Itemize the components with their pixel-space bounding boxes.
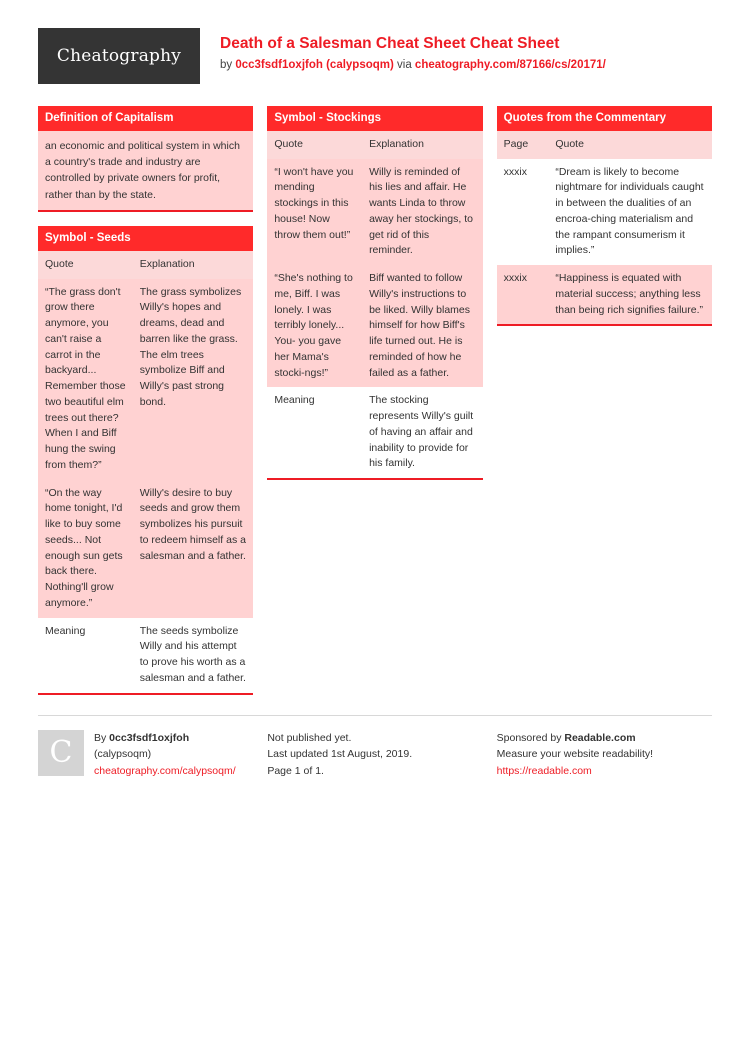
avatar: C [38,730,84,776]
author-info [94,730,236,780]
column-2 [267,106,482,494]
sponsor-tagline: Measure your website readability! [496,748,654,761]
source-url-link[interactable]: cheatography.com/87166/cs/20171/ [414,59,606,72]
column-header-page: Page [497,131,549,159]
sponsor-name: Readable.com [564,731,636,744]
card-definition-of-capitalism [38,106,253,212]
card-symbol-stockings [267,106,482,480]
page-title: Death of a Salesman Cheat Sheet Cheat Sheet [220,35,560,52]
column-header-explanation: Explanation [133,251,254,279]
column-header-quote: Quote [267,131,362,159]
cell-quote: “She's nothing to me, Biff. I was lonely. I was terribly lonely... You- you gave her Mama's stocki-ngs!” [267,265,362,387]
page-count: Page 1 of 1. [267,765,324,778]
author-line [94,730,236,747]
content-columns [38,106,712,709]
card-title: Definition of Capitalism [38,106,253,131]
table-header-row [267,131,482,159]
table-row [38,480,253,618]
table-row [267,159,482,266]
cheatography-logo: Cheatography [38,28,200,84]
table-row [497,159,712,266]
cell-page: xxxix [497,159,549,266]
cell-explanation: The stocking represents Willy's guilt of having an affair and inability to provide for his family. [362,387,483,479]
seeds-table [38,251,253,695]
table-row [267,265,482,387]
footer-sponsor-block [497,730,712,780]
footer-by-label: By [94,731,110,744]
cell-quote: “Dream is likely to become nightmare for individuals caught in between the dualities of an encroa-ching materialism and the rampant consumerism it implies.” [548,159,712,266]
cell-explanation: Willy's desire to buy seeds and grow them symbolizes his pursuit to redeem himself as a salesman and a father. [133,480,254,618]
cell-explanation: Willy is reminded of his lies and affair. He wants Linda to throw away her stockings, to get rid of this reminder. [362,159,483,266]
footer-author-alias: (calypsoqm) [94,748,152,761]
cell-quote: Meaning [267,387,362,479]
footer-author-block [38,730,253,780]
author-link[interactable]: 0cc3fsdf1oxjfoh (calypsoqm) [235,59,394,72]
footer-author-url[interactable]: cheatography.com/calypsoqm/ [94,765,236,778]
cell-explanation: Biff wanted to follow Willy's instructions to be liked. Willy blames himself for how Biff's life turned out. He is reminded of how he failed as a father. [362,265,483,387]
sponsor-url[interactable]: https://readable.com [496,765,592,778]
byline [220,59,606,71]
column-header-explanation: Explanation [362,131,483,159]
table-header-row [497,131,712,159]
table-row [267,387,482,479]
column-1 [38,106,253,709]
table-row [497,265,712,325]
column-3 [497,106,712,340]
byline-via: via [393,59,415,72]
cell-explanation: The grass symbolizes Willy's hopes and dreams, dead and barren like the grass. The elm trees symbolize Biff and Willy's past strong bond. [133,279,254,480]
card-symbol-seeds [38,226,253,695]
cell-page: xxxix [497,265,549,325]
card-quotes-from-the-commentary [497,106,712,326]
cell-quote: Meaning [38,618,133,694]
card-title: Symbol - Seeds [38,226,253,251]
last-updated: Last updated 1st August, 2019. [267,748,413,761]
table-row [38,618,253,694]
cell-explanation: The seeds symbolize Willy and his attempt to prove his worth as a salesman and a father. [133,618,254,694]
page-footer [38,715,712,780]
card-title: Quotes from the Commentary [497,106,712,131]
sponsor-line [497,730,712,747]
footer-author-name: 0cc3fsdf1oxjfoh [109,731,190,744]
cell-quote: “The grass don't grow there anymore, you can't raise a carrot in the backyard... Remember those two beautiful elm trees out there? When I and Biff hung the swing from them?” [38,279,133,480]
commentary-table [497,131,712,327]
card-body-text: an economic and political system in which a country's trade and industry are controlled by private owners for profit, rather than by the state. [38,131,253,212]
title-block [220,28,606,84]
page-header [38,28,712,84]
sponsor-prefix: Sponsored by [496,731,565,744]
column-header-quote: Quote [548,131,712,159]
cell-quote: “On the way home tonight, I'd like to buy some seeds... Not enough sun gets back there. Nothing'll grow anymore.” [38,480,133,618]
stockings-table [267,131,482,480]
column-header-quote: Quote [38,251,133,279]
card-title: Symbol - Stockings [267,106,482,131]
table-header-row [38,251,253,279]
publish-status: Not published yet. [267,731,352,744]
byline-prefix: by [220,59,236,72]
cell-quote: “I won't have you mending stockings in this house! Now throw them out!” [267,159,362,266]
cell-quote: “Happiness is equated with material success; anything less than being rich signifies failure.” [548,265,712,325]
footer-publish-block [267,730,482,780]
table-row [38,279,253,480]
